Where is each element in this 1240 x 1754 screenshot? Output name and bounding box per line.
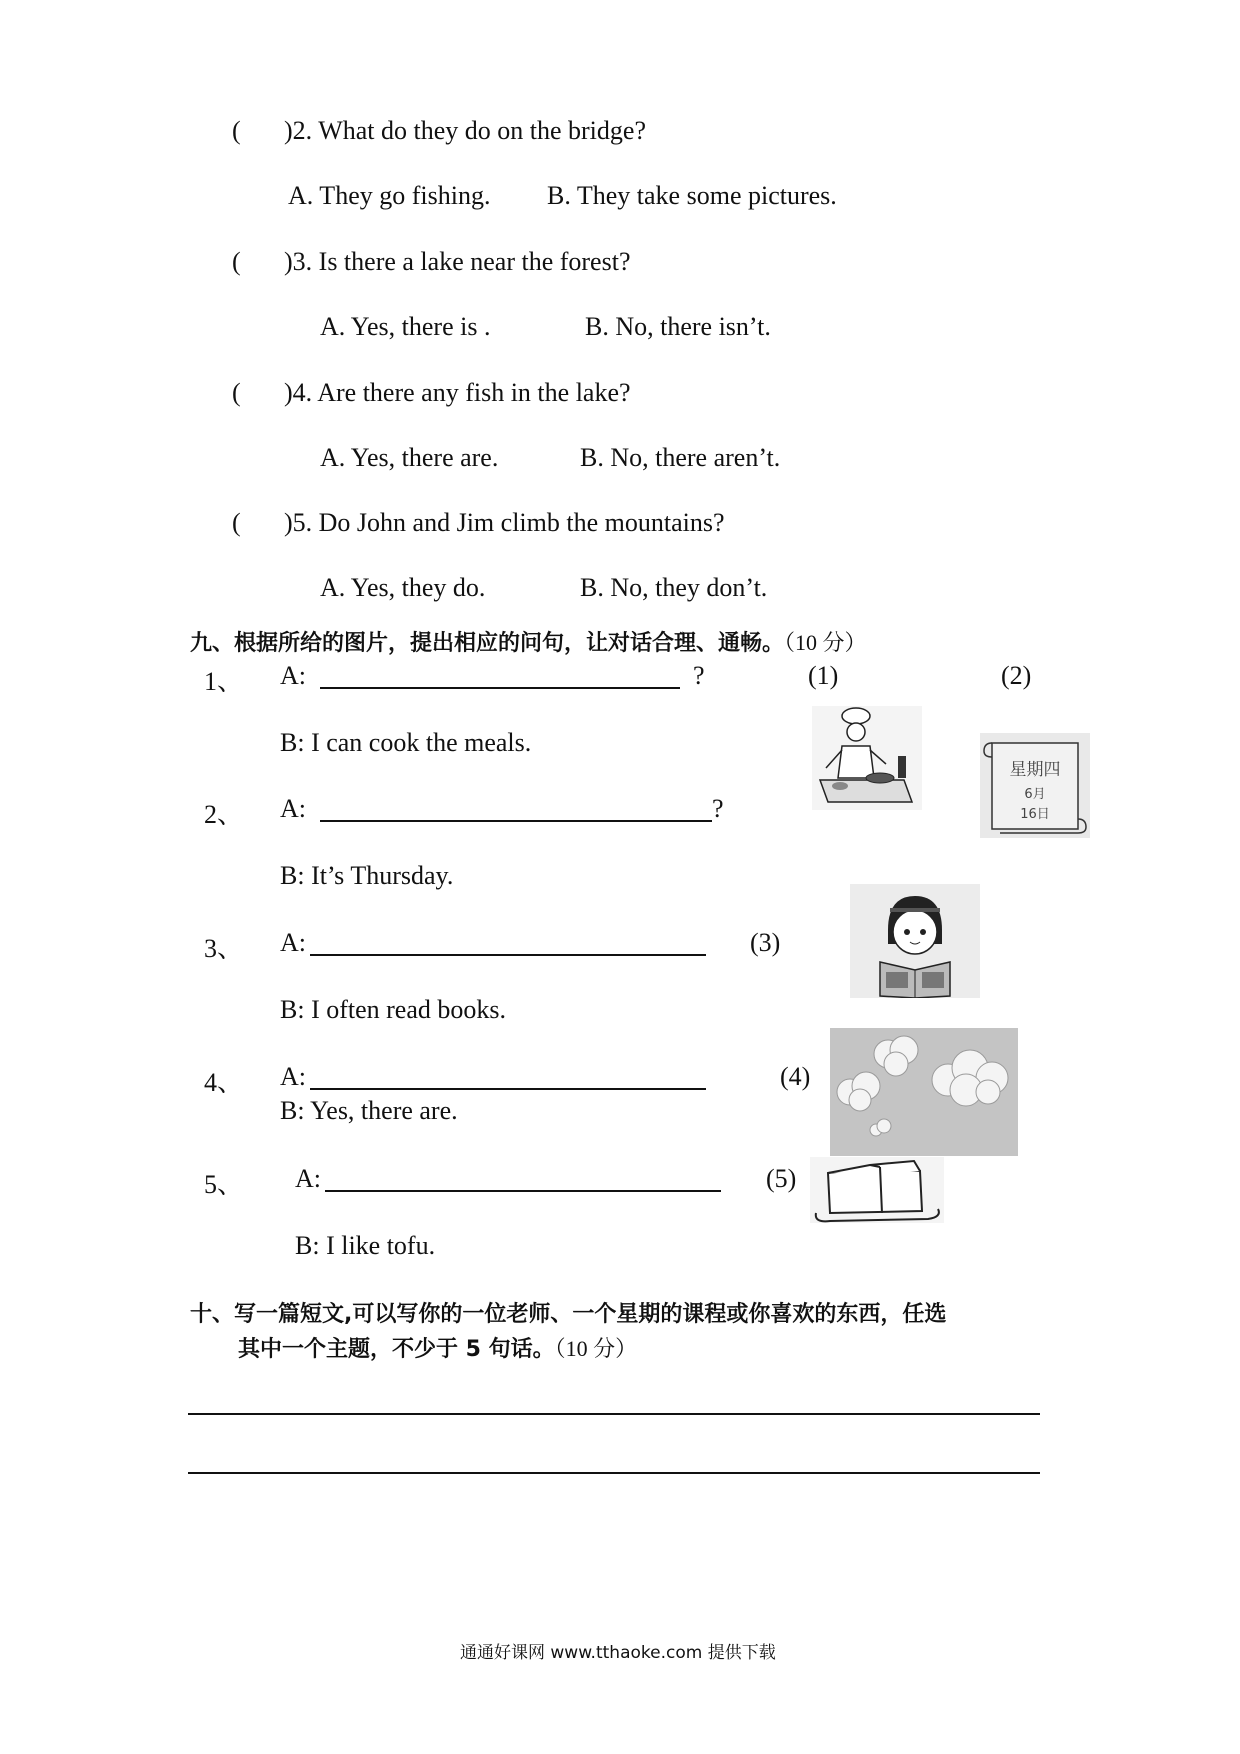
item-3-number: 3、 [204,934,244,963]
item-1-number: 1、 [204,667,244,696]
section-10-title-line-2: 其中一个主题，不少于 5 句话。（10 分） [238,1336,638,1362]
item-2-blank[interactable] [320,794,712,829]
answer-paren[interactable]: ( [232,508,241,537]
writing-line-2[interactable] [188,1472,1040,1474]
pic-label-1: (1) [808,661,839,690]
item-3-answer: B: I often read books. [280,995,507,1024]
pic-label-2: (2) [1001,661,1032,690]
item-4-blank[interactable] [310,1062,706,1097]
section-9-title: 九、根据所给的图片，提出相应的问句，让对话合理、通畅。（10 分） [190,630,867,656]
item-1-blank[interactable] [320,661,680,696]
item-4-number: 4、 [204,1068,244,1097]
calendar-day: 16日 [1020,807,1050,822]
option-b[interactable]: B. They take some pictures. [547,181,837,210]
girl-reading-picture [850,884,980,998]
question-text: )4. Are there any fish in the lake? [284,378,631,407]
section-10-title-line-1: 十、写一篇短文,可以写你的一位老师、一个星期的课程或你喜欢的东西，任选 [190,1302,947,1327]
section-9-points: （10 分） [784,630,867,655]
item-1-qmark: ? [693,661,705,690]
calendar-picture [980,733,1090,838]
answer-paren[interactable]: ( [232,378,241,407]
item-3-a-label: A: [280,928,306,957]
option-a[interactable]: A. Yes, they do. [320,573,486,602]
clouds-picture [830,1028,1018,1156]
item-1-a-label: A: [280,661,306,690]
item-1-answer: B: I can cook the meals. [280,728,532,757]
item-4-answer: B: Yes, there are. [280,1096,458,1125]
option-b[interactable]: B. No, there aren’t. [580,443,781,472]
question-text: )5. Do John and Jim climb the mountains? [284,508,725,537]
calendar-weekday: 星期四 [1009,760,1061,780]
pic-label-3: (3) [750,928,781,957]
answer-paren[interactable]: ( [232,247,241,276]
calendar-month: 6月 [1024,787,1046,802]
item-5-blank[interactable] [325,1164,721,1199]
chef-cooking-picture [812,706,922,810]
answer-paren[interactable]: ( [232,116,241,145]
option-a[interactable]: A. Yes, there are. [320,443,499,472]
item-4-a-label: A: [280,1062,306,1091]
option-b[interactable]: B. No, they don’t. [580,573,768,602]
tofu-picture [810,1157,944,1223]
question-text: )3. Is there a lake near the forest? [284,247,631,276]
item-5-a-label: A: [295,1164,321,1193]
pic-label-5: (5) [766,1164,797,1193]
pic-label-4: (4) [780,1062,811,1091]
item-3-blank[interactable] [310,928,706,963]
item-2-qmark: ? [712,794,724,823]
page-footer: 通通好课网 www.tthaoke.com 提供下载 [460,1643,776,1663]
item-5-answer: B: I like tofu. [295,1231,436,1260]
question-text: )2. What do they do on the bridge? [284,116,646,145]
option-a[interactable]: A. They go fishing. [288,181,491,210]
option-a[interactable]: A. Yes, there is . [320,312,491,341]
writing-line-1[interactable] [188,1413,1040,1415]
option-b[interactable]: B. No, there isn’t. [585,312,771,341]
item-2-number: 2、 [204,800,244,829]
item-2-a-label: A: [280,794,306,823]
item-2-answer: B: It’s Thursday. [280,861,454,890]
item-5-number: 5、 [204,1170,244,1199]
